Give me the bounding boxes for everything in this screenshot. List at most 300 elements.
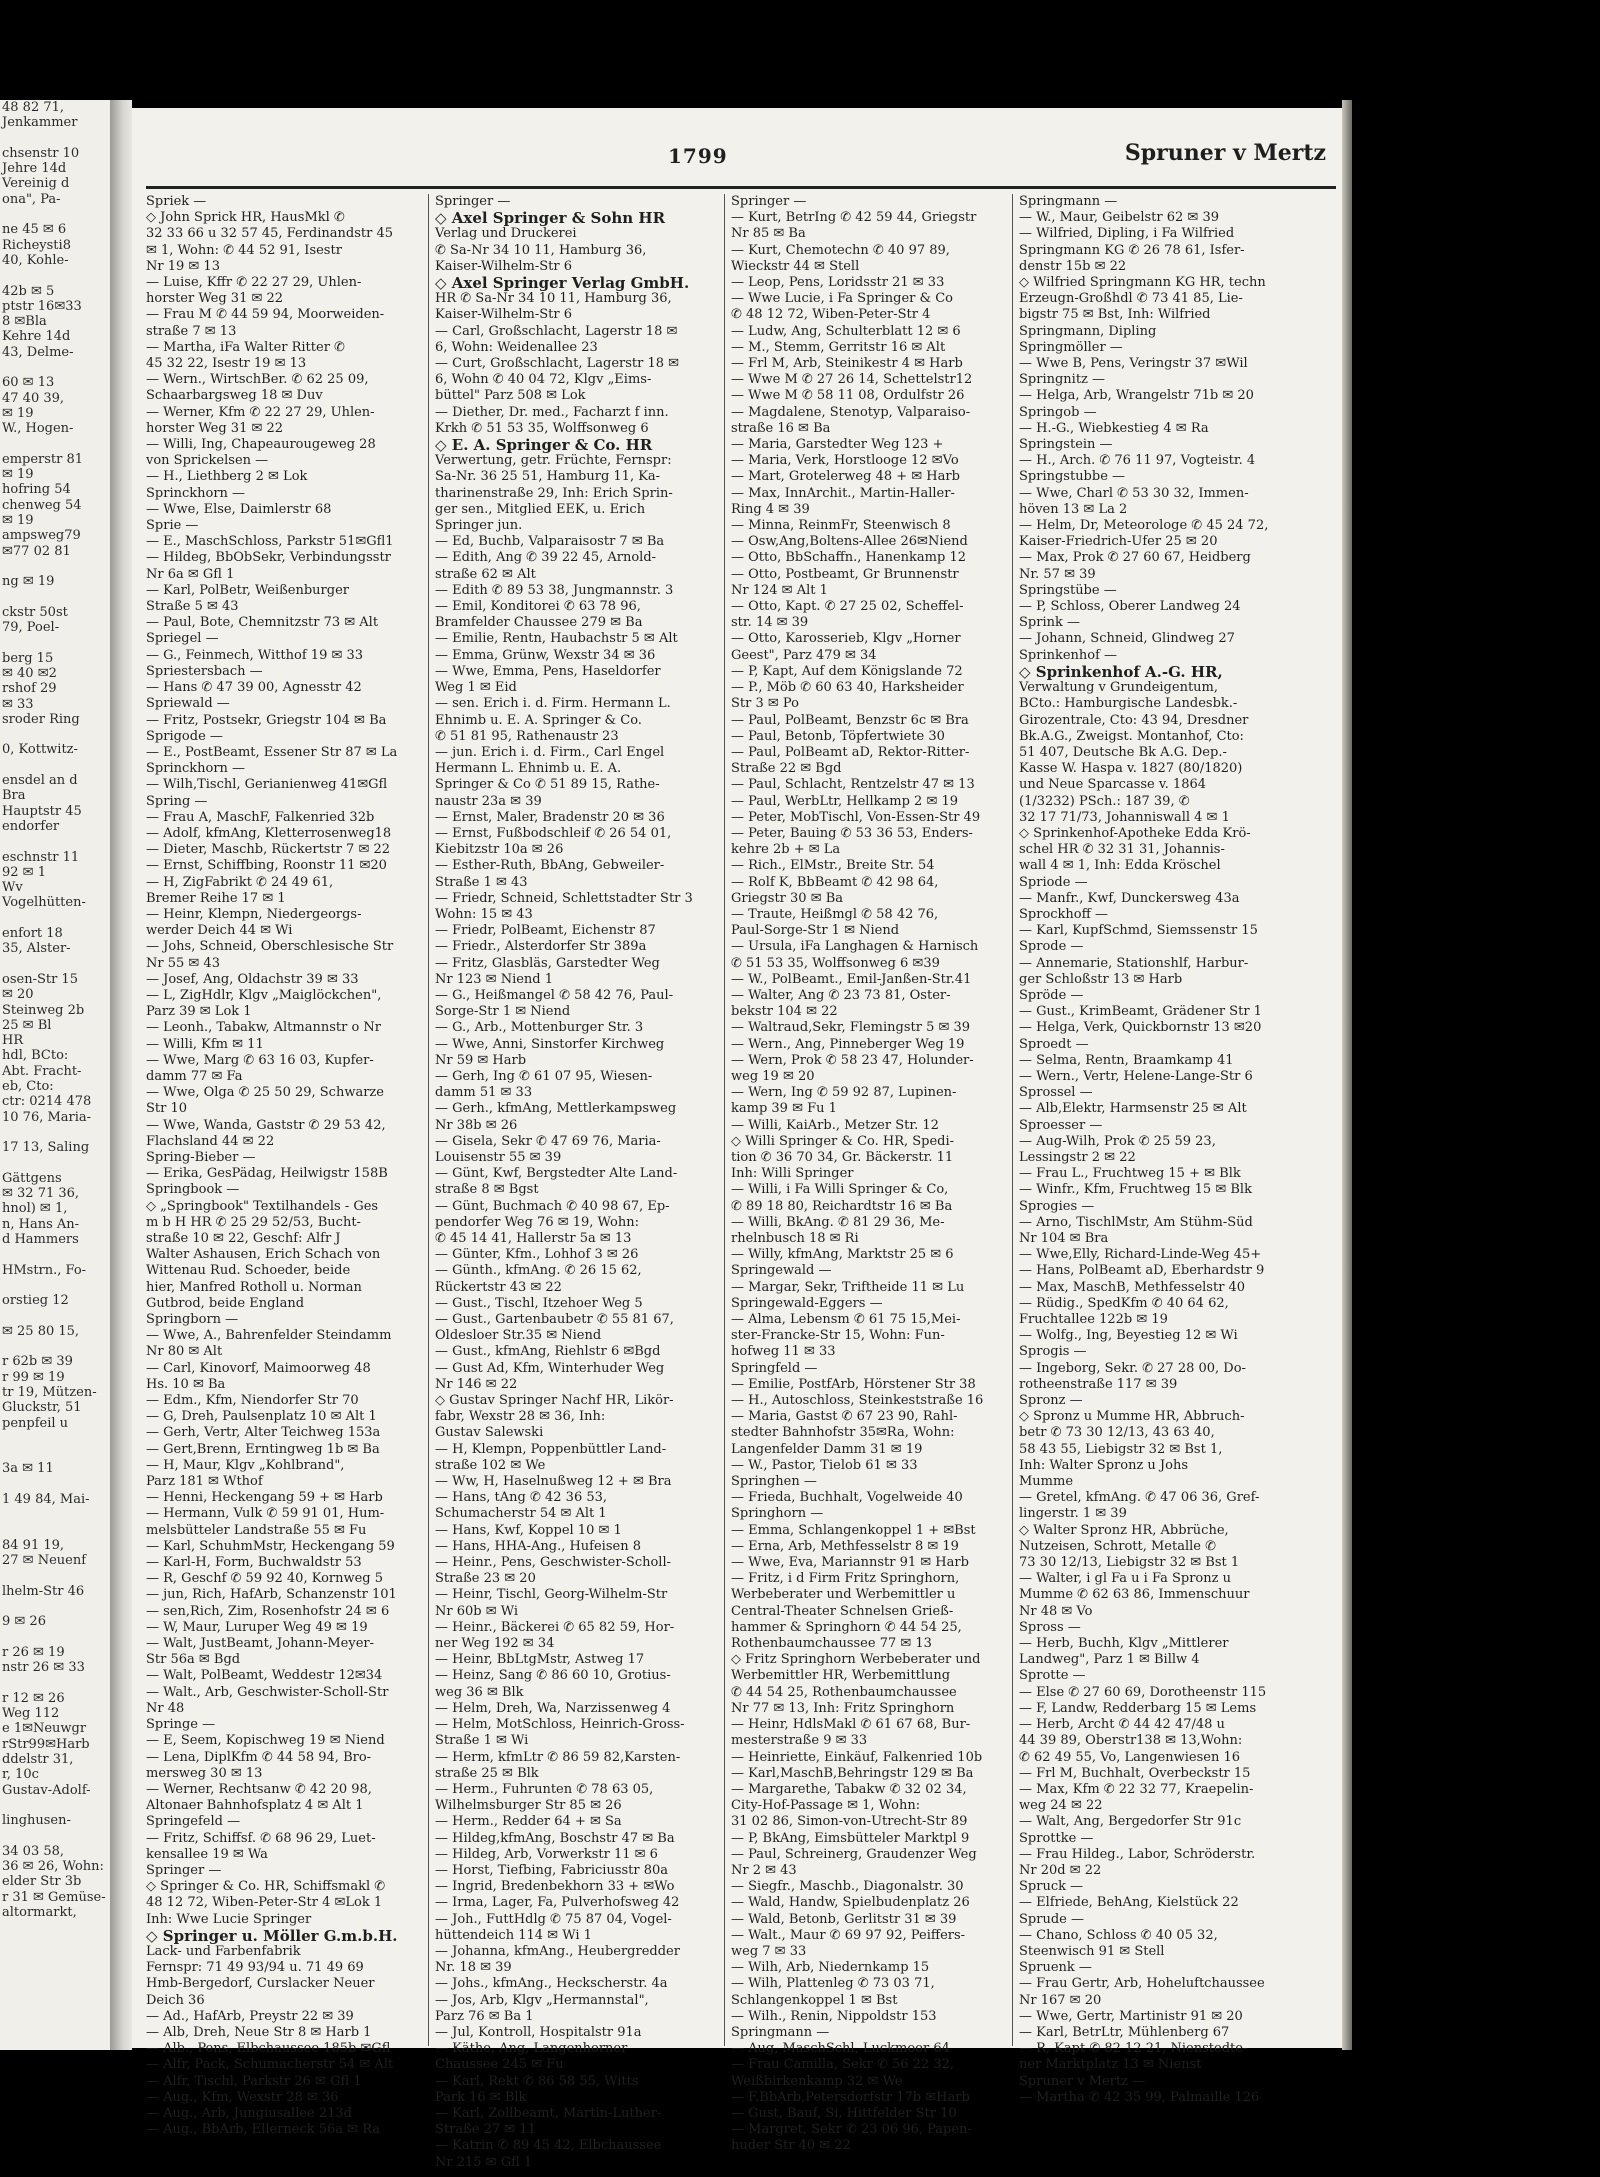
directory-entry: Springbook —	[146, 1182, 240, 1198]
left-page-line: r 31 ✉ Gemüse-	[2, 1889, 106, 1905]
directory-entry: ◇ Spronz u Mumme HR, Abbruch-	[1019, 1409, 1245, 1425]
left-page-line: r 12 ✉ 26	[2, 1690, 65, 1706]
left-page-line	[0, 1308, 110, 1323]
directory-entry: — Johs, Schneid, Oberschlesische Str	[146, 939, 394, 955]
directory-entry: — sen,Rich, Zim, Rosenhofstr 24 ✉ 6	[146, 1603, 390, 1619]
left-page-line: tr 19, Mützen-	[2, 1384, 97, 1400]
directory-entry: — Heinr, HdlsMakl ✆ 61 67 68, Bur-	[731, 1717, 971, 1733]
directory-entry: weg 7 ✉ 33	[731, 1943, 807, 1959]
directory-entry: Straße 27 ✉ 11	[435, 2122, 536, 2138]
directory-entry: — Paul, Bote, Chemnitzstr 73 ✉ Alt	[146, 615, 379, 631]
book-gutter	[110, 100, 132, 2050]
directory-entry: — Gust., kfmAng, Riehlstr 6 ✉Bgd	[435, 1344, 661, 1360]
directory-entry: — Karl, PolBetr, Weißenburger	[146, 582, 349, 598]
directory-entry: stedter Bahnhofstr 35✉Ra, Wohn:	[731, 1425, 955, 1441]
left-page-line	[0, 1446, 110, 1461]
directory-entry: — Wwe,Elly, Richard-Linde-Weg 45+	[1019, 1247, 1262, 1263]
directory-entry: Sprinckhorn —	[146, 761, 246, 777]
directory-entry: — Günt, Buchmach ✆ 40 98 67, Ep-	[435, 1198, 670, 1214]
directory-entry: — Wilfried, Dipling, i Fa Wilfried	[1019, 226, 1235, 242]
directory-entry: — Alb., Pens, Elbchaussee 185b ✉Gfl	[146, 2041, 391, 2057]
directory-entry: — Hildeg, Arb, Vorwerkstr 11 ✉ 6	[435, 1846, 658, 1862]
directory-entry: — Günt, Kwf, Bergstedter Alte Land-	[435, 1166, 678, 1182]
left-page-line: 34 03 58,	[2, 1843, 65, 1859]
directory-entry: — P, Kapt, Auf dem Königslande 72	[731, 663, 963, 679]
directory-entry: — Willi, KaiArb., Metzer Str. 12	[731, 1117, 939, 1133]
directory-entry: — Fritz, Schiffsf. ✆ 68 96 29, Luet-	[146, 1830, 376, 1846]
directory-entry: Nutzeisen, Schrott, Metalle ✆	[1019, 1538, 1216, 1554]
directory-entry: damm 77 ✉ Fa	[146, 1068, 243, 1084]
directory-entry: weg 24 ✉ 22	[1019, 1798, 1103, 1814]
directory-entry: — Wwe M ✆ 27 26 14, Schettelstr12	[731, 372, 973, 388]
directory-entry: bigstr 75 ✉ Bst, Inh: Wilfried	[1019, 307, 1211, 323]
directory-entry: Sproesser —	[1019, 1117, 1103, 1133]
left-page-line: 27 ✉ Neuenf	[2, 1553, 87, 1569]
directory-entry: — Carl, Großschlacht, Lagerstr 18 ✉	[435, 323, 678, 339]
directory-entry: — Margarethe, Tabakw ✆ 32 02 34,	[731, 1781, 967, 1797]
left-page-line: 84 91 19,	[2, 1537, 65, 1553]
directory-entry: Schumacherstr 54 ✉ Alt 1	[435, 1506, 607, 1522]
directory-entry: — Friedr, Schneid, Schlettstadter Str 3	[435, 890, 693, 906]
left-page-line: Gustav-Adolf-	[2, 1782, 91, 1798]
directory-entry: — Emilie, PostfArb, Hörstener Str 38	[731, 1376, 976, 1392]
directory-entry: — Alfr, Tischl, Parkstr 26 ✉ Gfl 1	[146, 2073, 362, 2089]
directory-entry: Sprotte —	[1019, 1668, 1086, 1684]
directory-entry: — Margar, Sekr, Triftheide 11 ✉ Lu	[731, 1279, 965, 1295]
directory-entry: — Aug., Kfm, Wexstr 28 ✉ 36	[146, 2089, 339, 2105]
directory-entry: — Gust., KrimBeamt, Grädener Str 1	[1019, 1004, 1262, 1020]
directory-entry: — Alfr, Pack, Schumacherstr 54 ✉ Alt	[146, 2057, 394, 2073]
left-page-line: 10 76, Maria-	[2, 1109, 92, 1125]
directory-entry: — W., PolBeamt., Emil-Janßen-Str.41	[731, 971, 972, 987]
directory-entry: Werbemittler HR, Werbemittlung	[731, 1668, 951, 1684]
directory-entry: Str 3 ✉ Po	[731, 696, 799, 712]
directory-entry: Springer & Co ✆ 51 89 15, Rathe-	[435, 777, 660, 793]
directory-entry: Lessingstr 2 ✉ 22	[1019, 1149, 1136, 1165]
directory-entry: Nr 215 ✉ Gfl 1	[435, 2154, 533, 2170]
directory-entry: Sprogies —	[1019, 1198, 1095, 1214]
left-page-line: Jenkammer	[2, 115, 78, 131]
directory-entry: Nr 20d ✉ 22	[1019, 1862, 1102, 1878]
left-page-line: Vogelhütten-	[2, 895, 86, 911]
directory-entry: — H., Autoschloss, Steinkeststraße 16	[731, 1393, 984, 1409]
left-page-line: orstieg 12	[2, 1293, 69, 1309]
directory-entry: — Paul, Schreinerg, Graudenzer Weg	[731, 1846, 977, 1862]
directory-entry: — Gerh., kfmAng, Mettlerkampsweg	[435, 1101, 677, 1117]
left-page-line: 47 40 39,	[2, 390, 65, 406]
left-page-line: eschnstr 11	[2, 849, 80, 865]
left-page-line: ptstr 16✉33	[2, 298, 82, 314]
directory-entry: — H., Arch. ✆ 76 11 97, Vogteistr. 4	[1019, 453, 1256, 469]
directory-entry: Sprockhoff —	[1019, 906, 1108, 922]
directory-entry: — Karl, KupfSchmd, Siemssenstr 15	[1019, 923, 1258, 939]
left-page-line: 0, Kottwitz-	[2, 742, 78, 758]
directory-entry: straße 16 ✉ Ba	[731, 420, 831, 436]
directory-entry: — Rolf K, BbBeamt ✆ 42 98 64,	[731, 874, 939, 890]
directory-entry: Sorge-Str 1 ✉ Niend	[435, 1004, 571, 1020]
directory-entry: — Wwe, Wanda, Gaststr ✆ 29 53 42,	[146, 1117, 386, 1133]
directory-entry: — Max, MaschB, Methfesselstr 40	[1019, 1279, 1246, 1295]
left-page-line: Hauptstr 45	[2, 803, 82, 819]
directory-entry: — Heinr, BbLtgMstr, Astweg 17	[435, 1652, 645, 1668]
directory-entry: Kaiser-Wilhelm-Str 6	[435, 307, 573, 323]
directory-entry: Verwertung, getr. Früchte, Fernspr:	[435, 453, 672, 469]
directory-entry: — Otto, Kapt. ✆ 27 25 02, Scheffel-	[731, 599, 964, 615]
directory-entry: — Esther-Ruth, BbAng, Gebweiler-	[435, 858, 665, 874]
directory-entry: — Johanna, kfmAng., Heubergredder	[435, 1943, 680, 1959]
directory-entry: Nr 2 ✉ 43	[731, 1862, 797, 1878]
directory-entry: — Wilh,Tischl, Gerianienweg 41✉Gfl	[146, 777, 388, 793]
directory-entry: — P., Möb ✆ 60 63 40, Harksheider	[731, 680, 964, 696]
left-page-line	[0, 957, 110, 972]
directory-entry: Wilhelmsburger Str 85 ✉ 26	[435, 1798, 622, 1814]
directory-entry: Weg 1 ✉ Eid	[435, 680, 517, 696]
directory-entry: — Leonh., Tabakw, Altmannstr o Nr	[146, 1020, 382, 1036]
left-page-line	[0, 1125, 110, 1140]
directory-entry: Springer —	[435, 194, 511, 209]
directory-entry: — Frau Gertr, Arb, Hoheluftchaussee	[1019, 1976, 1265, 1992]
directory-entry: Nr 59 ✉ Harb	[435, 1052, 527, 1068]
directory-entry: Springhen —	[731, 1474, 817, 1490]
directory-entry: Walter Ashausen, Erich Schach von	[146, 1247, 381, 1263]
directory-entry: — R, Kapt ✆ 82 12 21, Nienstedte-	[1019, 2041, 1248, 2057]
left-page-line: Steinweg 2b	[2, 1002, 85, 1018]
directory-entry: — Wwe, Else, Daimlerstr 68	[146, 501, 332, 517]
directory-entry: — Emma, Schlangenkoppel 1 + ✉Bst	[731, 1522, 976, 1538]
directory-entry: — Alb, Dreh, Neue Str 8 ✉ Harb 1	[146, 2024, 372, 2040]
left-page-line: nstr 26 ✉ 33	[2, 1660, 85, 1676]
directory-entry: — Ed, Buchb, Valparaisostr 7 ✉ Ba	[435, 534, 665, 550]
directory-entry: Springmann KG ✆ 26 78 61, Isfer-	[1019, 242, 1245, 258]
directory-entry: — Hildeg, BbObSekr, Verbindungsstr	[146, 550, 391, 566]
left-page-line: Wv	[2, 880, 23, 896]
directory-entry: — Max, InnArchit., Martin-Haller-	[731, 485, 955, 501]
directory-entry: Fruchtallee 122b ✉ 19	[1019, 1312, 1168, 1328]
directory-entry: Steenwisch 91 ✉ Stell	[1019, 1943, 1165, 1959]
directory-entry: — Wolfg., Ing, Beyestieg 12 ✉ Wi	[1019, 1328, 1238, 1344]
directory-entry: — Chano, Schloss ✆ 40 05 32,	[1019, 1927, 1218, 1943]
directory-entry: Schaarbargsweg 18 ✉ Duv	[146, 388, 323, 404]
directory-entry: — Wern, Prok ✆ 58 23 47, Holunder-	[731, 1052, 974, 1068]
directory-entry: — Frau A, MaschF, Falkenried 32b	[146, 809, 375, 825]
directory-entry: kensallee 19 ✉ Wa	[146, 1846, 268, 1862]
left-page-line: Jehre 14d	[2, 161, 67, 177]
left-page-line: ampsweg79	[2, 528, 81, 544]
directory-entry: melsbütteler Landstraße 55 ✉ Fu	[146, 1522, 367, 1538]
directory-entry: — Jos, Arb, Klgv „Hermannstal",	[435, 1992, 649, 2008]
directory-entry: Sproedt —	[1019, 1036, 1089, 1052]
directory-entry: Inh: Walter Spronz u Johs	[1019, 1457, 1189, 1473]
directory-entry: — Hans, Kwf, Koppel 10 ✉ 1	[435, 1522, 622, 1538]
directory-entry: horster Weg 31 ✉ 22	[146, 291, 284, 307]
left-page-line	[0, 1431, 110, 1446]
left-page-line	[0, 758, 110, 773]
directory-entry: straße 8 ✉ Bgst	[435, 1182, 539, 1198]
directory-entry: Oldesloer Str.35 ✉ Niend	[435, 1328, 602, 1344]
left-page-line	[0, 1829, 110, 1844]
directory-entry: rotheenstraße 117 ✉ 39	[1019, 1376, 1178, 1392]
left-page-line: ✉ 19	[2, 405, 34, 421]
directory-entry: HR ✆ Sa-Nr 34 10 11, Hamburg 36,	[435, 291, 672, 307]
directory-entry: — Aug-Wilh, Prok ✆ 25 59 23,	[1019, 1133, 1216, 1149]
directory-entry: Springborn —	[146, 1312, 239, 1328]
directory-entry: Altonaer Bahnhofsplatz 4 ✉ Alt 1	[146, 1798, 364, 1814]
directory-entry: ◇ Axel Springer Verlag GmbH.	[435, 274, 690, 293]
directory-entry: — R, Geschf ✆ 59 92 40, Kornweg 5	[146, 1571, 384, 1587]
directory-entry: — P, BkAng, Eimsbütteler Marktpl 9	[731, 1830, 970, 1846]
directory-entry: Werbeberater und Werbemittler u	[731, 1587, 956, 1603]
directory-entry: ✆ 51 81 95, Rathenaustr 23	[435, 728, 619, 744]
left-page-line: 3a ✉ 11	[2, 1461, 54, 1477]
left-page-line: berg 15	[2, 650, 54, 666]
directory-entry: Sa-Nr. 36 25 51, Hamburg 11, Ka-	[435, 469, 661, 485]
left-page-line: osen-Str 15	[2, 971, 78, 987]
directory-entry: — Frieda, Buchhalt, Vogelweide 40	[731, 1490, 963, 1506]
directory-entry: Fernspr: 71 49 93/94 u. 71 49 69	[146, 1960, 364, 1976]
directory-entry: Nr 123 ✉ Niend 1	[435, 971, 554, 987]
directory-entry: (1/3232) PSch.: 187 39, ✆	[1019, 793, 1190, 809]
left-page-line: 35, Alster-	[2, 941, 71, 957]
directory-entry: Sprie —	[146, 518, 199, 534]
directory-entry: Springob —	[1019, 404, 1097, 420]
left-page-line	[0, 207, 110, 222]
directory-entry: — Wwe, Olga ✆ 25 50 29, Schwarze	[146, 1085, 384, 1101]
directory-entry: — Helm, Dr, Meteorologe ✆ 45 24 72,	[1019, 518, 1269, 534]
directory-entry: — Wwe B, Pens, Veringstr 37 ✉Wil	[1019, 356, 1248, 372]
directory-entry: — Edm., Kfm, Niendorfer Str 70	[146, 1393, 359, 1409]
directory-entry: — Wern., WirtschBer. ✆ 62 25 09,	[146, 372, 369, 388]
left-page-line: rshof 29	[2, 681, 57, 697]
directory-entry: Spriegel —	[146, 631, 219, 647]
directory-entry: — Fritz, i d Firm Fritz Springhorn,	[731, 1571, 960, 1587]
directory-entry: ✆ 48 12 72, Wiben-Peter-Str 4	[731, 307, 931, 323]
directory-entry: — Max, Prok ✆ 27 60 67, Heidberg	[1019, 550, 1251, 566]
directory-entry: ✆ 51 53 35, Wolffsonweg 6 ✉39	[731, 955, 940, 971]
left-page-line: hofring 54	[2, 482, 71, 498]
directory-entry: ◇ Springer u. Möller G.m.b.H.	[146, 1926, 398, 1945]
directory-entry: ◇ Fritz Springhorn Werbeberater und	[731, 1652, 981, 1668]
directory-entry: — Carl, Kinovorf, Maimoorweg 48	[146, 1360, 371, 1376]
directory-entry: — Wwe M ✆ 58 11 08, Ordulfstr 26	[731, 388, 965, 404]
directory-entry: Chaussee 245 ✉ Fu	[435, 2057, 564, 2073]
directory-entry: — Walt., Arb, Geschwister-Scholl-Str	[146, 1684, 389, 1700]
directory-entry: — Alb,Elektr, Harmsenstr 25 ✉ Alt	[1019, 1101, 1247, 1117]
directory-entry: — Karl, SchuhmMstr, Heckengang 59	[146, 1538, 395, 1554]
left-page-line: 60 ✉ 13	[2, 375, 55, 391]
directory-entry: ner Weg 192 ✉ 34	[435, 1636, 555, 1652]
directory-entry: — Joh., FuttHdlg ✆ 75 87 04, Vogel-	[435, 1911, 672, 1927]
directory-entry: — Willi, Kfm ✉ 11	[146, 1036, 264, 1052]
left-page-line: ckstr 50st	[2, 604, 68, 620]
left-page-line	[0, 911, 110, 926]
directory-entry: Nr 80 ✉ Alt	[146, 1344, 223, 1360]
directory-entry: ✆ 62 49 55, Vo, Langenwiesen 16	[1019, 1749, 1240, 1765]
directory-entry: — Rüdig., SpedKfm ✆ 40 64 62,	[1019, 1295, 1229, 1311]
left-page-line: chsenstr 10	[2, 145, 80, 161]
directory-entry: Sprode —	[1019, 939, 1084, 955]
left-page-line: Richeysti8	[2, 237, 71, 253]
directory-entry: werder Deich 44 ✉ Wi	[146, 923, 293, 939]
left-page-line: rStr99✉Harb	[2, 1736, 90, 1752]
directory-entry: — Gust Ad, Kfm, Winterhuder Weg	[435, 1360, 665, 1376]
directory-entry: Parz 181 ✉ Wthof	[146, 1474, 263, 1490]
directory-entry: — Erna, Arb, Methfesselstr 8 ✉ 19	[731, 1538, 959, 1554]
directory-entry: ◇ Gustav Springer Nachf HR, Likör-	[435, 1393, 674, 1409]
directory-entry: — E., PostBeamt, Essener Str 87 ✉ La	[146, 744, 398, 760]
directory-entry: — Kurt, Chemotechn ✆ 40 97 89,	[731, 242, 950, 258]
directory-entry: — Hildeg,kfmAng, Boschstr 47 ✉ Ba	[435, 1830, 675, 1846]
directory-entry: Central-Theater Schnelsen Grieß-	[731, 1603, 954, 1619]
directory-entry: — Wwe Lucie, i Fa Springer & Co	[731, 291, 953, 307]
directory-entry: Nr 19 ✉ 13	[146, 258, 220, 274]
directory-entry: — Wilh., Renin, Nippoldstr 153	[731, 2008, 937, 2024]
directory-entry: ◇ Springer & Co. HR, Schiffsmakl ✆	[146, 1879, 386, 1895]
directory-entry: hier, Manfred Rotholl u. Norman	[146, 1279, 362, 1295]
directory-entry: pendorfer Weg 76 ✉ 19, Wohn:	[435, 1214, 639, 1230]
directory-entry: — Paul, PolBeamt, Benzstr 6c ✉ Bra	[731, 712, 969, 728]
directory-entry: weg 36 ✉ Blk	[435, 1684, 524, 1700]
directory-entry: Nr 167 ✉ 20	[1019, 1992, 1102, 2008]
left-page-line	[0, 1507, 110, 1522]
directory-entry: Springstein —	[1019, 437, 1113, 453]
directory-entry: — Karl,MaschB,Behringstr 129 ✉ Ba	[731, 1765, 974, 1781]
directory-entry: str. 14 ✉ 39	[731, 615, 809, 631]
directory-entry: — Aug., Arb, Jungiusallee 213d	[146, 2105, 353, 2121]
directory-entry: Louisenstr 55 ✉ 39	[435, 1149, 562, 1165]
directory-entry: — Dieter, Maschb, Rückertstr 7 ✉ 22	[146, 842, 391, 858]
directory-entry: Lack- und Farbenfabrik	[146, 1943, 301, 1959]
directory-entry: — Wwe, Emma, Pens, Haseldorfer	[435, 663, 661, 679]
directory-entry: — Peter, MobTischl, Von-Essen-Str 49	[731, 809, 981, 825]
left-page-line: ✉ 20	[2, 987, 34, 1003]
directory-entry: — Ad., HafArb, Preystr 22 ✉ 39	[146, 2008, 354, 2024]
left-page-line: Gluckstr, 51	[2, 1400, 82, 1416]
directory-entry: — Paul, PolBeamt aD, Rektor-Ritter-	[731, 744, 970, 760]
directory-entry: — Wwe, Gertr, Martinistr 91 ✉ 20	[1019, 2008, 1243, 2024]
directory-entry: — Helga, Verk, Quickbornstr 13 ✉20	[1019, 1020, 1262, 1036]
directory-entry: — Heinr, Klempn, Niedergeorgs-	[146, 906, 362, 922]
left-page-line: e 1✉Neuwgr	[2, 1721, 87, 1737]
directory-entry: — Wwe, Charl ✆ 53 30 32, Immen-	[1019, 485, 1249, 501]
directory-entry: Str 10	[146, 1101, 188, 1117]
directory-column-4	[1012, 194, 1327, 2105]
directory-entry: Straße 23 ✉ 20	[435, 1571, 536, 1587]
directory-entry: — Wilh, Plattenleg ✆ 73 03 71,	[731, 1976, 935, 1992]
directory-entry: — Friedr., Alsterdorfer Str 389a	[435, 939, 647, 955]
directory-entry: Hermann L. Ehnimb u. E. A.	[435, 761, 622, 777]
left-page-line	[0, 834, 110, 849]
directory-entry: von Sprickelsen —	[146, 453, 269, 469]
left-page-line: 40, Kohle-	[2, 252, 69, 268]
left-page-line	[0, 1155, 110, 1170]
directory-entry: naustr 23a ✉ 39	[435, 793, 542, 809]
directory-entry: — Fritz, Postsekr, Griegstr 104 ✉ Ba	[146, 712, 387, 728]
directory-entry: 32 17 71/73, Johanniswall 4 ✉ 1	[1019, 809, 1230, 825]
directory-entry: Springewald-Eggers —	[731, 1295, 883, 1311]
directory-entry: 45 32 22, Isestr 19 ✉ 13	[146, 356, 307, 372]
directory-entry: bekstr 104 ✉ 22	[731, 1004, 838, 1020]
left-page-line: chenweg 54	[2, 497, 82, 513]
directory-entry: — Osw,Ang,Boltens-Allee 26✉Niend	[731, 534, 968, 550]
left-page-line: endorfer	[2, 818, 60, 834]
directory-entry: — Günth., kfmAng. ✆ 26 15 62,	[435, 1263, 642, 1279]
directory-entry: — G., Arb., Mottenburger Str. 3	[435, 1020, 644, 1036]
directory-entry: — Mart, Grotelerweg 48 + ✉ Harb	[731, 469, 960, 485]
left-page-line	[0, 1630, 110, 1645]
directory-entry: — Wern, Ing ✆ 59 92 87, Lupinen-	[731, 1085, 957, 1101]
directory-entry: City-Hof-Passage ✉ 1, Wohn:	[731, 1798, 921, 1814]
directory-entry: — Wilh, Arb, Niedernkamp 15	[731, 1960, 930, 1976]
directory-entry: — Johann, Schneid, Glindweg 27	[1019, 631, 1235, 647]
directory-entry: — jun, Rich, HafArb, Schanzenstr 101	[146, 1587, 397, 1603]
directory-entry: Gustav Salewski	[435, 1425, 544, 1441]
directory-entry: — Ernst, Schiffbing, Roonstr 11 ✉20	[146, 858, 387, 874]
directory-entry: mesterstraße 9 ✉ 33	[731, 1733, 868, 1749]
directory-entry: Ring 4 ✉ 39	[731, 501, 810, 517]
left-page-line	[0, 1599, 110, 1614]
directory-entry: — Max, Kfm ✆ 22 32 77, Kraepelin-	[1019, 1781, 1254, 1797]
directory-entry: — Leop, Pens, Loridsstr 21 ✉ 33	[731, 275, 945, 291]
directory-entry: 58 43 55, Liebigstr 32 ✉ Bst 1,	[1019, 1441, 1223, 1457]
directory-entry: Bremer Reihe 17 ✉ 1	[146, 890, 286, 906]
directory-entry: Straße 1 ✉ Wi	[435, 1733, 529, 1749]
left-page-line	[0, 1477, 110, 1492]
directory-entry: — Werner, Rechtsanw ✆ 42 20 98,	[146, 1781, 372, 1797]
directory-entry: wall 4 ✉ 1, Inh: Edda Kröschel	[1019, 858, 1221, 874]
directory-entry: Springer —	[731, 194, 807, 209]
directory-entry: — Willy, kfmAng, Marktstr 25 ✉ 6	[731, 1247, 954, 1263]
left-page-line: n, Hans An-	[2, 1216, 80, 1232]
directory-entry: straße 7 ✉ 13	[146, 323, 237, 339]
directory-entry: Wohn: 15 ✉ 43	[435, 906, 533, 922]
directory-entry: — Arno, TischlMstr, Am Stühm-Süd	[1019, 1214, 1253, 1230]
directory-entry: hüttendeich 114 ✉ Wi 1	[435, 1927, 592, 1943]
directory-entry: ◇ Walter Spronz HR, Abbrüche,	[1019, 1522, 1229, 1538]
directory-entry: Kasse W. Haspa v. 1827 (80/1820)	[1019, 761, 1243, 777]
directory-entry: ✆ Sa-Nr 34 10 11, Hamburg 36,	[435, 242, 647, 258]
directory-entry: — Manfr., Kwf, Dunckersweg 43a	[1019, 890, 1240, 906]
directory-entry: — W., Pastor, Tielob 61 ✉ 33	[731, 1457, 918, 1473]
directory-entry: Krkh ✆ 51 53 35, Wolffsonweg 6	[435, 420, 649, 436]
left-page-line: ✉ 19	[2, 467, 34, 483]
directory-entry: ◇ E. A. Springer & Co. HR	[435, 436, 653, 455]
directory-entry: Weißbirkenkamp 32 ✉ We	[731, 2073, 903, 2089]
directory-entry: — Wwe, Anni, Sinstorfer Kirchweg	[435, 1036, 665, 1052]
directory-entry: 48 12 72, Wiben-Peter-Str 4 ✉Lok 1	[146, 1895, 383, 1911]
directory-entry: Kaiser-Wilhelm-Str 6	[435, 258, 573, 274]
directory-entry: Springmöller —	[1019, 339, 1123, 355]
directory-entry: — Hans, HHA-Ang., Hufeisen 8	[435, 1538, 641, 1554]
directory-entry: Verlag und Druckerei	[435, 226, 577, 242]
directory-entry: — Kurt, BetrIng ✆ 42 59 44, Griegstr	[731, 210, 977, 226]
directory-entry: — Curt, Großschlacht, Lagerstr 18 ✉	[435, 356, 680, 372]
directory-entry: — Frau M ✆ 44 59 94, Moorweiden-	[146, 307, 385, 323]
directory-entry: — W., Maur, Geibelstr 62 ✉ 39	[1019, 210, 1219, 226]
directory-entry: Straße 22 ✉ Bgd	[731, 761, 842, 777]
directory-entry: ◇ Sprinkenhof A.-G. HR,	[1019, 662, 1223, 681]
directory-entry: Wittenau Rud. Schoeder, beide	[146, 1263, 351, 1279]
directory-entry: — Adolf, kfmAng, Kletterrosenweg18	[146, 825, 392, 841]
left-page-line: Abt. Fracht-	[2, 1063, 82, 1079]
directory-entry: — Edith, Ang ✆ 39 22 45, Arnold-	[435, 550, 657, 566]
left-page-fragment	[0, 100, 112, 2050]
directory-entry: Nr 85 ✉ Ba	[731, 226, 806, 242]
directory-entry: — Selma, Rentn, Braamkamp 41	[1019, 1052, 1234, 1068]
directory-column-2	[428, 194, 723, 2170]
directory-entry: Sprude —	[1019, 1911, 1084, 1927]
directory-entry: — H.-G., Wiebkestieg 4 ✉ Ra	[1019, 420, 1209, 436]
directory-entry: — Wwe, A., Bahrenfelder Steindamm	[146, 1328, 392, 1344]
